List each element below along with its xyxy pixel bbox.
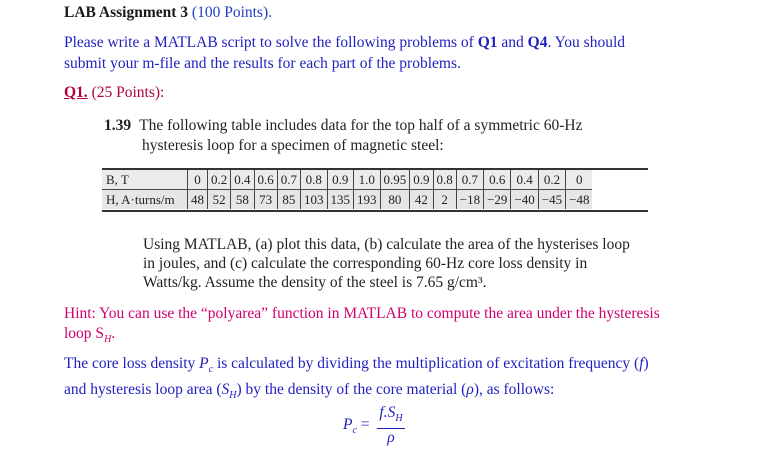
table-row-h: H, A·turns/m 48 52 58 73 85 103 135 193 80 42 2 −18 −29 −40 −45 −48	[102, 190, 592, 210]
intro-paragraph: Please write a MATLAB script to solve the following problems of Q1 and Q4. You should submit your m-file and the results for each part of the problems.	[64, 34, 625, 72]
hint-paragraph: Hint: You can use the “polyarea” function in MATLAB to compute the area under the hysteresis loop $S_H$.	[64, 305, 660, 346]
assignment-title: LAB Assignment 3 (100 Points).	[64, 4, 272, 21]
table-row-b: B, T 0 0.2 0.4 0.6 0.7 0.8 0.9 1.0 0.95 0.9 0.8 0.7 0.6 0.4 0.2 0	[102, 170, 592, 190]
q1-heading: Q1. (25 Points):	[64, 84, 165, 101]
table-bottom-rule	[102, 210, 648, 212]
problem-number: 1.39	[104, 117, 132, 134]
task-description: Using MATLAB, (a) plot this data, (b) calculate the area of the hysterises loop in joules, and (c) calculate the corresponding 60-Hz core loss density in Watts/kg. Assume the density of the steel is 7.65 g/cm³.	[143, 236, 630, 291]
core-loss-formula: $P_c$ = $\frac{f.S_H}{\rho}$	[343, 404, 403, 447]
hysteresis-data-table	[102, 170, 592, 209]
core-loss-paragraph: The core loss density $P_c$ is calculated by dividing the multiplication of excitation frequency (f) and hysteresis loop area $(S_H)$ by the density of the core material (ρ), as follows:	[64, 355, 649, 402]
problem-statement: 1.39 The following table includes data for the top half of a symmetric 60-Hz hysteresis loop for a specimen of magnetic steel:	[104, 117, 583, 154]
